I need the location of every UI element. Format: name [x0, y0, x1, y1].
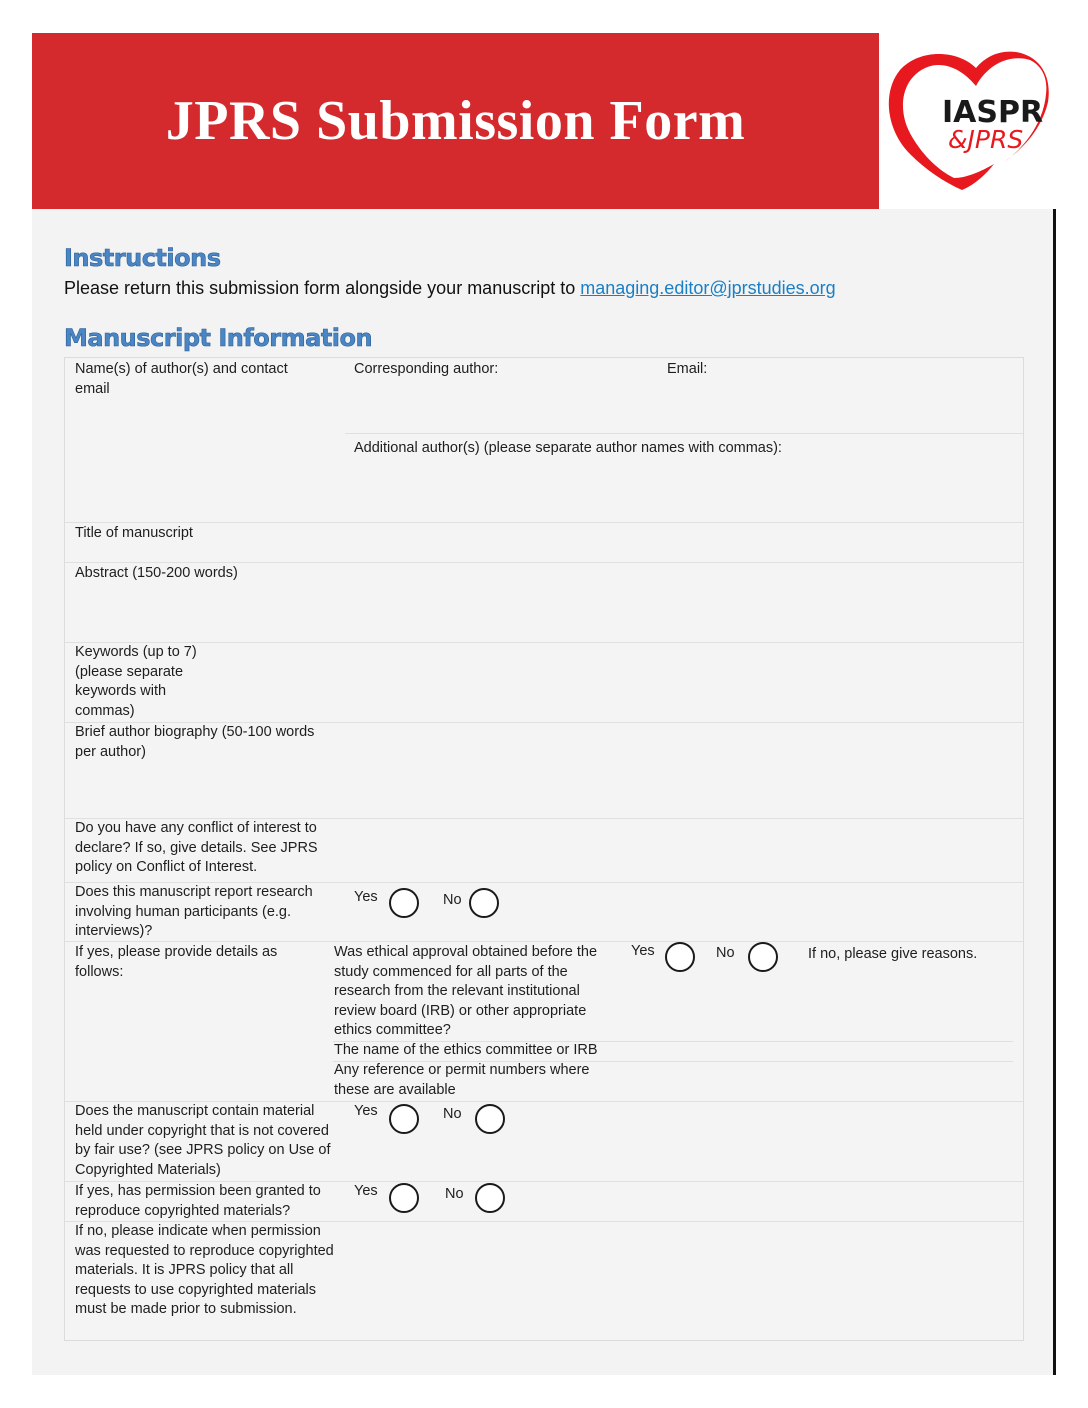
human-participants-label: Does this manuscript report research involving human participants (e.g. interviews)?: [75, 884, 313, 940]
logo-text-jprs: &JPRS: [948, 125, 1024, 154]
iaspr-jprs-logo: [884, 44, 1050, 194]
instructions-text: [64, 278, 836, 299]
ethics-approval-no-radio[interactable]: [748, 942, 778, 972]
human-participants-yes-label: Yes: [354, 889, 378, 905]
corresponding-author-label: Corresponding author:: [354, 361, 499, 377]
human-participants-no-label: No: [443, 892, 462, 908]
permission-yes-label: Yes: [354, 1183, 378, 1199]
additional-authors-label: Additional author(s) (please separate author names with commas):: [354, 440, 782, 456]
ethics-approval-yes-radio[interactable]: [665, 942, 695, 972]
ethics-committee-label: The name of the ethics committee or IRB: [334, 1042, 598, 1058]
manuscript-form: [64, 357, 1024, 1341]
title-label: Title of manuscript: [75, 525, 193, 541]
authors-label: Name(s) of author(s) and contact email: [75, 361, 288, 397]
row-divider: [65, 642, 1023, 643]
ethics-no-reasons-label: If no, please give reasons.: [808, 946, 978, 962]
ethics-approval-no-label: No: [716, 945, 735, 961]
abstract-label: Abstract (150-200 words): [75, 565, 238, 581]
permit-numbers-label: Any reference or permit numbers where these are available: [334, 1062, 590, 1098]
manuscript-information-heading: Manuscript Information: [64, 324, 373, 352]
copyright-material-label: Does the manuscript contain material held under copyright that is not covered by fair use? (see JPRS policy on Use of Copyrighted Materials): [75, 1103, 331, 1178]
human-participants-yes-radio[interactable]: [389, 888, 419, 918]
instructions-heading: Instructions: [64, 244, 221, 272]
permission-yes-radio[interactable]: [389, 1183, 419, 1213]
keywords-label: Keywords (up to 7) (please separate keywords with commas): [75, 644, 197, 719]
permission-no-radio[interactable]: [475, 1183, 505, 1213]
ethics-approval-question: Was ethical approval obtained before the study commenced for all parts of the research from the relevant institutional review board (IRB) or other appropriate ethics committee?: [334, 944, 598, 1039]
permission-requested-label: If no, please indicate when permission was requested to reproduce copyrighted materials. It is JPRS policy that all requests to use copyrighted materials must be made prior to submission.: [75, 1223, 334, 1318]
copyright-no-label: No: [443, 1106, 462, 1122]
email-label: Email:: [667, 361, 708, 377]
permission-no-label: No: [445, 1186, 464, 1202]
details-label: If yes, please provide details as follows:: [75, 944, 278, 980]
permission-granted-label: If yes, has permission been granted to reproduce copyrighted materials?: [75, 1183, 321, 1219]
ethics-approval-yes-label: Yes: [631, 943, 655, 959]
copyright-yes-label: Yes: [354, 1103, 378, 1119]
biography-label: Brief author biography (50-100 words per author): [75, 724, 315, 760]
human-participants-no-radio[interactable]: [469, 888, 499, 918]
copyright-yes-radio[interactable]: [389, 1104, 419, 1134]
row-divider: [65, 562, 1023, 563]
header-banner: [32, 33, 879, 209]
logo-text-iaspr: IASPR: [942, 95, 1044, 130]
managing-editor-email-link[interactable]: managing.editor@jprstudies.org: [580, 278, 836, 298]
page-title: JPRS Submission Form: [165, 90, 746, 152]
instructions-sentence: Please return this submission form alongside your manuscript to: [64, 278, 576, 298]
row-divider: [65, 522, 1023, 523]
copyright-no-radio[interactable]: [475, 1104, 505, 1134]
row-divider: [345, 433, 1023, 434]
conflict-of-interest-label: Do you have any conflict of interest to declare? If so, give details. See JPRS policy on Conflict of Interest.: [75, 820, 318, 876]
